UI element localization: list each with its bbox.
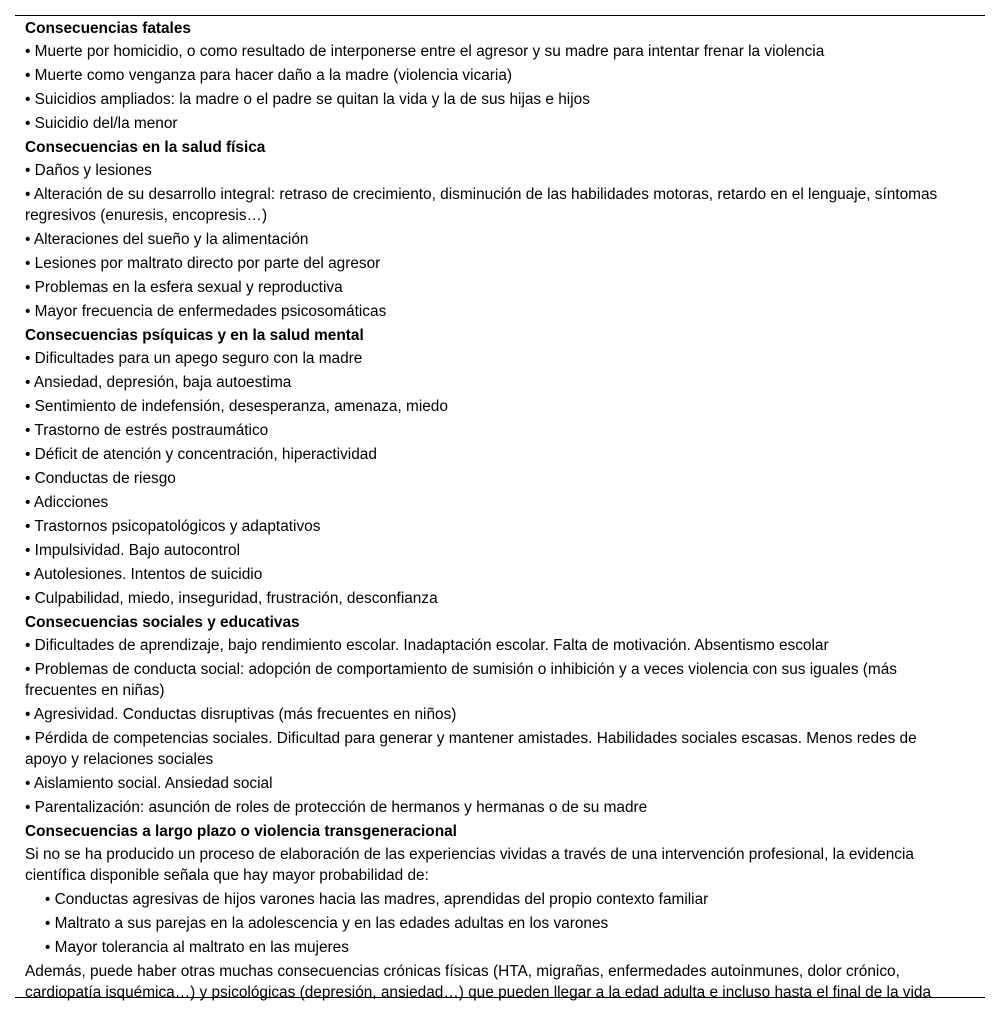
list-item: • Culpabilidad, miedo, inseguridad, frustración, desconfianza (25, 590, 438, 607)
sub-list-item: • Conductas agresivas de hijos varones hacia las madres, aprendidas del propio contexto familiar (45, 891, 709, 908)
long-term-outro: Además, puede haber otras muchas consecuencias crónicas físicas (HTA, migrañas, enfermedades autoinmunes, dolor crónico, cardiopatía isquémica…) y psicológicas (depresión, ansiedad…) que pueden llegar a la edad adulta e incluso hasta el final de la vida (25, 963, 932, 1001)
table-content (25, 17, 960, 1003)
list-item: • Mayor frecuencia de enfermedades psicosomáticas (25, 303, 387, 320)
list-item: • Adicciones (25, 494, 109, 511)
list-item: • Pérdida de competencias sociales. Dificultad para generar y mantener amistades. Habilidades sociales escasas. Menos redes de apoyo y relaciones sociales (25, 730, 917, 768)
list-item: • Conductas de riesgo (25, 470, 176, 487)
list-item: • Alteración de su desarrollo integral: retraso de crecimiento, disminución de las habilidades motoras, retardo en el lenguaje, síntomas regresivos (enuresis, encopresis…) (25, 186, 938, 224)
list-item: • Suicidio del/la menor (25, 115, 178, 132)
list-item: • Déficit de atención y concentración, hiperactividad (25, 446, 377, 463)
list-item: • Ansiedad, depresión, baja autoestima (25, 374, 292, 391)
long-term-intro: Si no se ha producido un proceso de elaboración de las experiencias vividas a través de una intervención profesional, la evidencia científica disponible señala que hay mayor probabilidad de: (25, 846, 914, 884)
list-item: • Dificultades para un apego seguro con la madre (25, 350, 363, 367)
list-item: • Trastornos psicopatológicos y adaptativos (25, 518, 321, 535)
sub-list-item: • Maltrato a sus parejas en la adolescencia y en las edades adultas en los varones (45, 915, 609, 932)
list-item: • Suicidios ampliados: la madre o el padre se quitan la vida y la de sus hijas e hijos (25, 91, 590, 108)
sub-list-item: • Mayor tolerancia al maltrato en las mujeres (45, 939, 349, 956)
list-item: • Problemas en la esfera sexual y reproductiva (25, 279, 343, 296)
list-item: • Sentimiento de indefensión, desesperanza, amenaza, miedo (25, 398, 448, 415)
section-heading-social-educational: Consecuencias sociales y educativas (25, 614, 300, 631)
section-heading-physical-health: Consecuencias en la salud física (25, 139, 266, 156)
list-item: • Impulsividad. Bajo autocontrol (25, 542, 240, 559)
list-item: • Daños y lesiones (25, 162, 152, 179)
list-item: • Autolesiones. Intentos de suicidio (25, 566, 263, 583)
list-item: • Problemas de conducta social: adopción de comportamiento de sumisión o inhibición y a veces violencia con sus iguales (más frecuentes en niñas) (25, 661, 898, 699)
list-item: • Parentalización: asunción de roles de protección de hermanos y hermanas o de su madre (25, 799, 648, 816)
list-item: • Dificultades de aprendizaje, bajo rendimiento escolar. Inadaptación escolar. Falta de motivación. Absentismo escolar (25, 637, 829, 654)
list-item: • Agresividad. Conductas disruptivas (más frecuentes en niños) (25, 706, 457, 723)
list-item: • Muerte por homicidio, o como resultado de interponerse entre el agresor y su madre para intentar frenar la violencia (25, 43, 825, 60)
section-heading-mental-health: Consecuencias psíquicas y en la salud mental (25, 327, 364, 344)
list-item: • Alteraciones del sueño y la alimentación (25, 231, 309, 248)
section-heading-long-term: Consecuencias a largo plazo o violencia transgeneracional (25, 823, 457, 840)
list-item: • Lesiones por maltrato directo por parte del agresor (25, 255, 381, 272)
list-item: • Muerte como venganza para hacer daño a la madre (violencia vicaria) (25, 67, 513, 84)
list-item: • Trastorno de estrés postraumático (25, 422, 269, 439)
list-item: • Aislamiento social. Ansiedad social (25, 775, 273, 792)
section-heading-fatal: Consecuencias fatales (25, 20, 191, 37)
